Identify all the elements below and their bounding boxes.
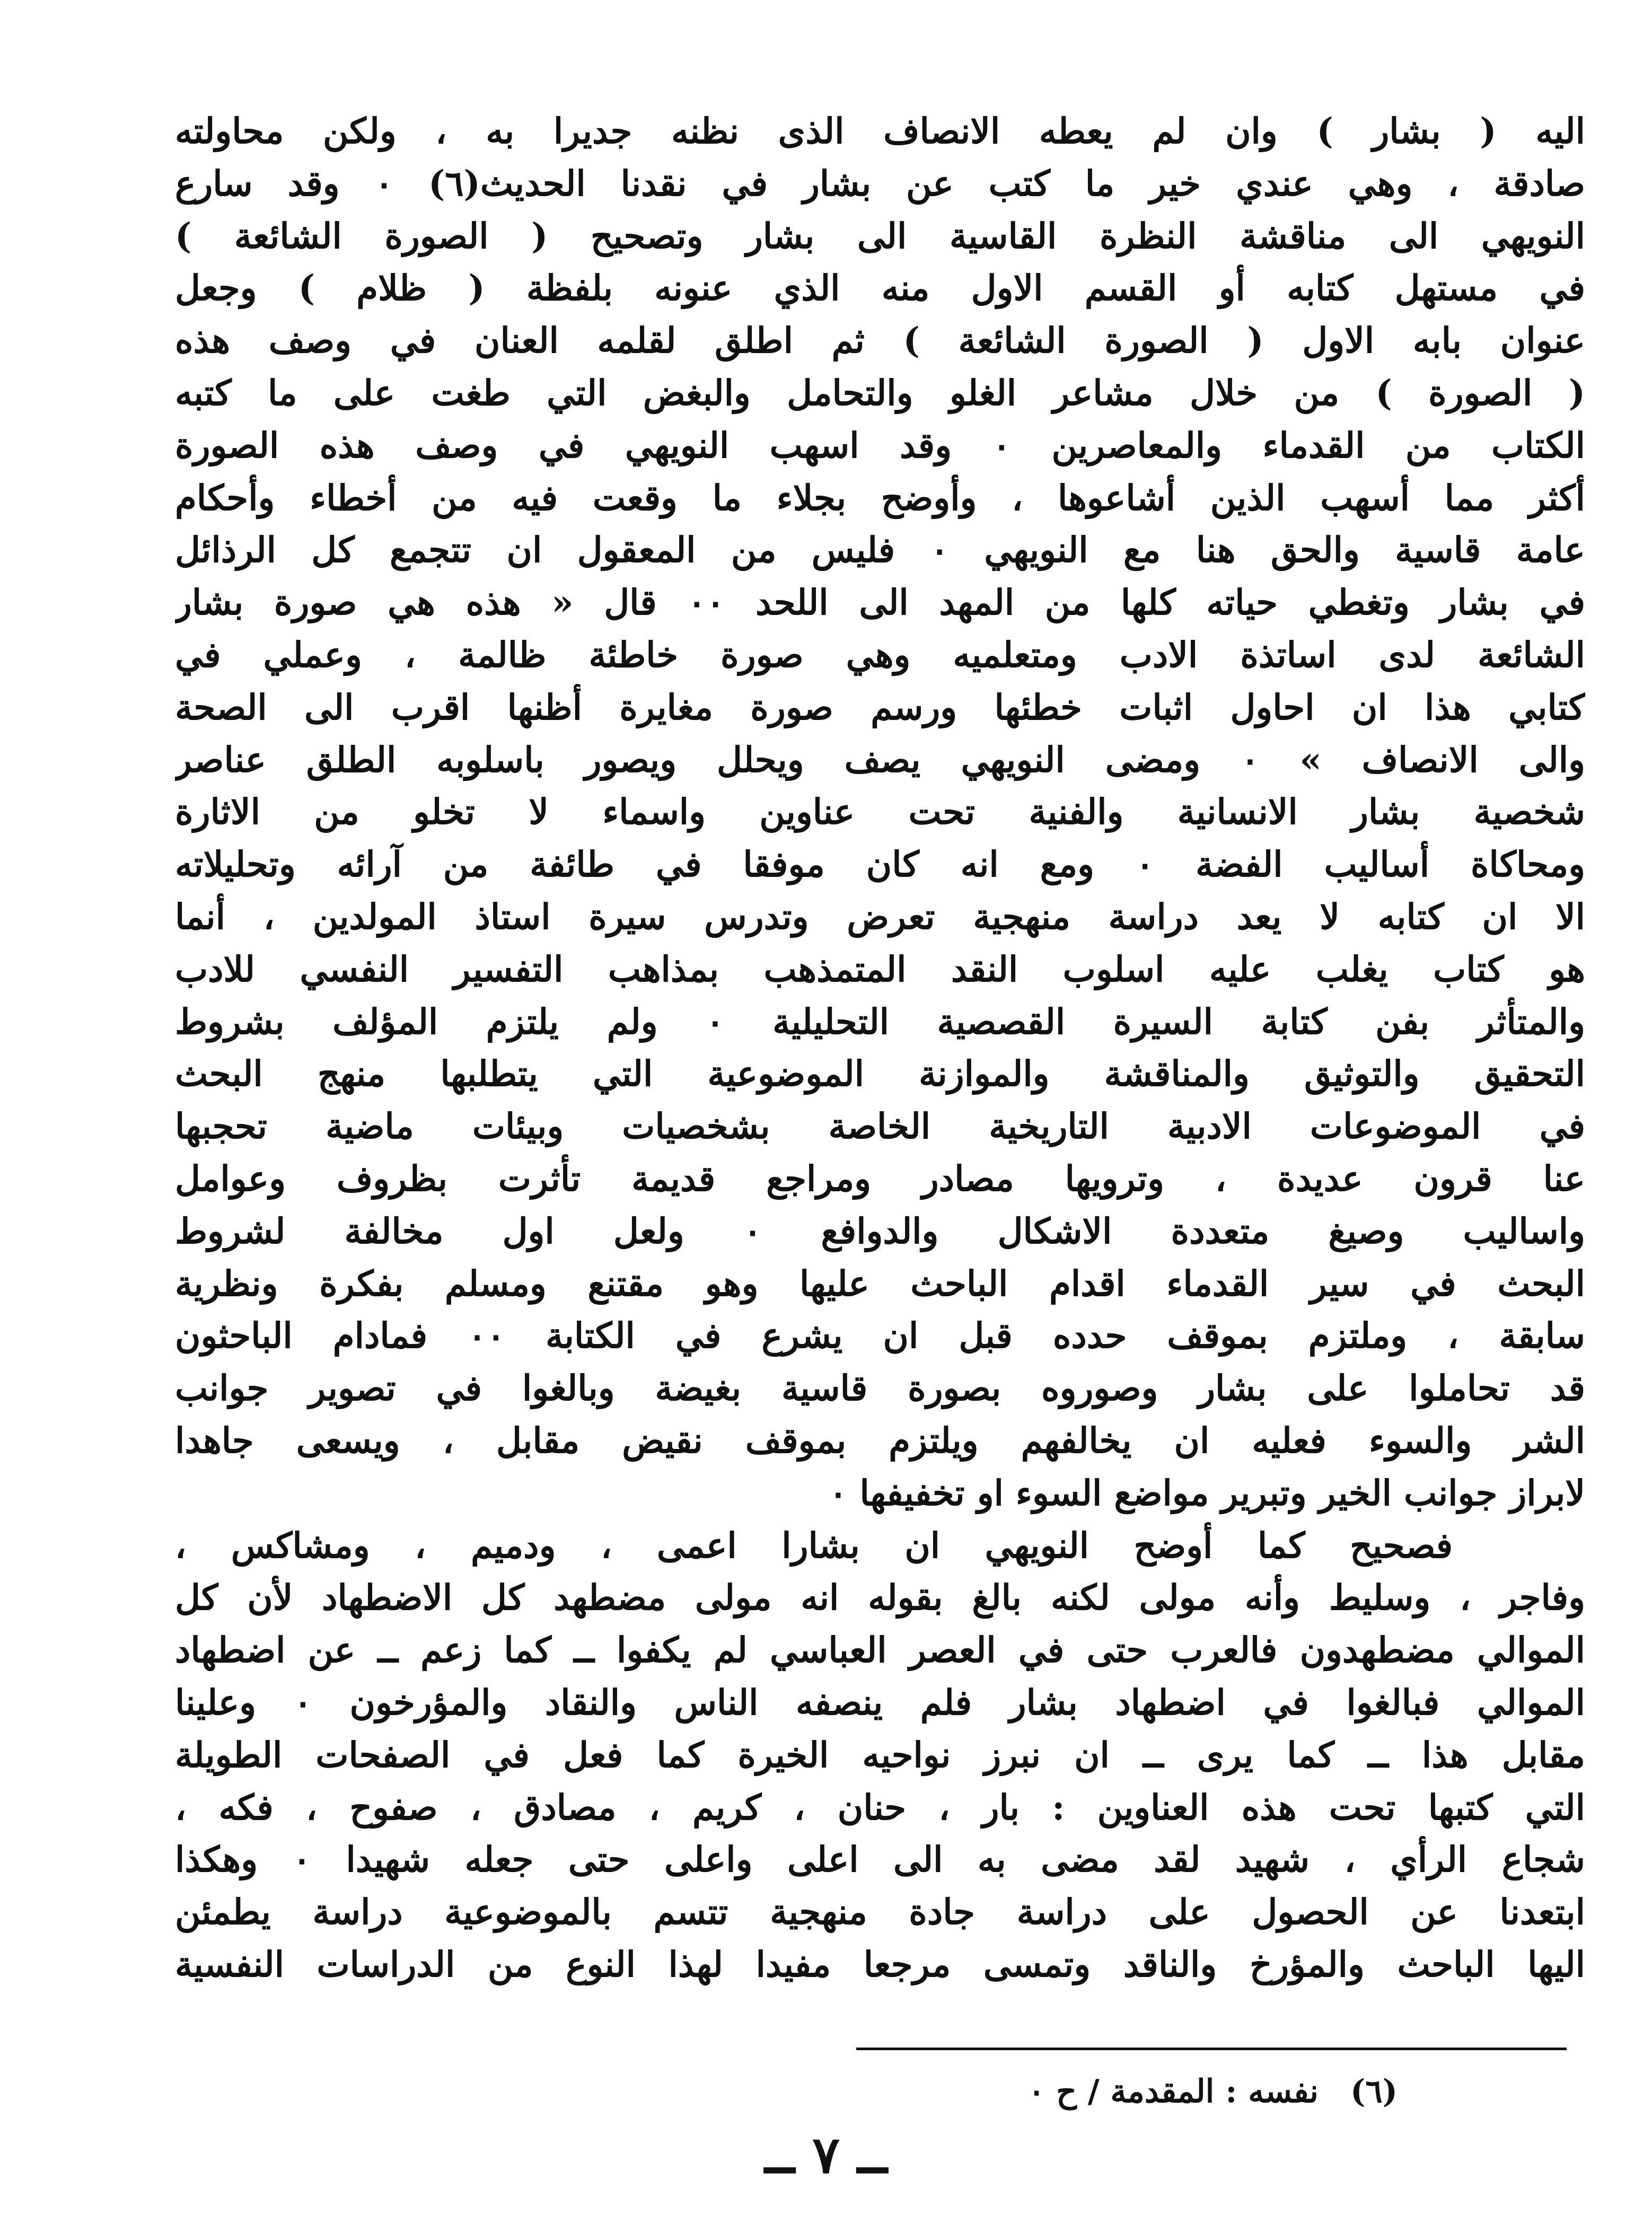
text-line: الشائعة لدى اساتذة الادب ومتعلميه وهي صورة خاطئة ظالمة ، وعملي في: [175, 634, 1585, 675]
footnote: [1028, 2070, 1398, 2113]
text-line: الموالي فبالغوا في اضطهاد بشار فلم ينصفه الناس والنقاد والمؤرخون ٠ وعلينا: [175, 1681, 1585, 1723]
text-line: صادقة ، وهي عندي خير ما كتب عن بشار في نقدنا الحديث(٦) ٠ وقد سارع: [175, 162, 1585, 204]
text-line: عنوان بابه الاول ( الصورة الشائعة ) ثم اطلق لقلمه العنان في وصف هذه: [175, 320, 1585, 362]
body-text: [175, 105, 1585, 1991]
text-line: التحقيق والتوثيق والمناقشة والموازنة الموضوعية التي يتطلبها منهج البحث: [175, 1053, 1585, 1095]
text-line: الكتاب من القدماء والمعاصرين ٠ وقد اسهب النويهي في وصف هذه الصورة: [175, 424, 1585, 466]
text-line: والمتأثر بفن كتابة السيرة القصصية التحليلية ٠ ولم يلتزم المؤلف بشروط: [175, 1000, 1585, 1042]
text-line: اليه ( بشار ) وان لم يعطه الانصاف الذى نظنه جديرا به ، ولكن محاولته: [175, 110, 1585, 152]
text-line: ومحاكاة أساليب الفضة ٠ ومع انه كان موفقا في طائفة من آرائه وتحليلاته: [175, 844, 1585, 885]
text-line: كتابي هذا ان احاول اثبات خطئها ورسم صورة مغايرة أظنها اقرب الى الصحة: [175, 686, 1585, 728]
text-line: عامة قاسية والحق هنا مع النويهي ٠ فليس من المعقول ان تتجمع كل الرذائل: [175, 529, 1585, 571]
text-line: قد تحاملوا على بشار وصوروه بصورة قاسية بغيضة وبالغوا في تصوير جوانب: [175, 1367, 1585, 1409]
paragraph-end-line: لابراز جوانب الخير وتبرير مواضع السوء او تخفيفها ٠: [829, 1472, 1585, 1514]
page-number: ــ ٧ ــ: [765, 2125, 887, 2185]
text-line: شجاع الرأي ، شهيد لقد مضى به الى اعلى واعلى حتى جعله شهيدا ٠ وهكذا: [175, 1839, 1585, 1881]
text-line: الشر والسوء فعليه ان يخالفهم ويلتزم بموقف نقيض مقابل ، ويسعى جاهدا: [175, 1419, 1585, 1461]
text-line: اليها الباحث والمؤرخ والناقد وتمسى مرجعا مفيدا لهذا النوع من الدراسات النفسية: [175, 1943, 1585, 1985]
footnote-text: نفسه : المقدمة / ح ٠: [1027, 2073, 1319, 2110]
text-line: النويهي الى مناقشة النظرة القاسية الى بشار وتصحيح ( الصورة الشائعة ): [175, 215, 1585, 257]
text-line: أكثر مما أسهب الذين أشاعوها ، وأوضح بجلاء ما وقعت فيه من أخطاء وأحكام: [175, 477, 1585, 519]
text-line: البحث في سير القدماء اقدام الباحث عليها وهو مقتنع ومسلم بفكرة ونظرية: [175, 1262, 1585, 1304]
text-line: والى الانصاف » ٠ ومضى النويهي يصف ويحلل ويصور باسلوبه الطلق عناصر: [175, 739, 1585, 780]
text-line: سابقة ، وملتزم بموقف حدده قبل ان يشرع في الكتابة ٠٠ فمادام الباحثون: [175, 1315, 1585, 1357]
text-line: التي كتبها تحت هذه العناوين : بار ، حنان ، كريم ، مصادق ، صفوح ، فكه ،: [175, 1786, 1585, 1828]
footnote-number: (٦): [1350, 2073, 1398, 2110]
text-line: شخصية بشار الانسانية والفنية تحت عناوين واسماء لا تخلو من الاثارة: [175, 791, 1585, 833]
text-line: مقابل هذا ــ كما يرى ــ ان نبرز نواحيه الخيرة كما فعل في الصفحات الطويلة: [175, 1734, 1585, 1776]
text-line: ( الصورة ) من خلال مشاعر الغلو والتحامل والبغض التي طغت على ما كتبه: [175, 372, 1585, 414]
text-line: وفاجر ، وسليط وأنه مولى لكنه بالغ بقوله انه مولى مضطهد كل الاضطهاد لأن كل: [175, 1577, 1585, 1619]
paragraph-start-line: فصحيح كما أوضح النويهي ان بشارا اعمى ، ودميم ، ومشاكس ،: [175, 1524, 1453, 1566]
text-line: في الموضوعات الادبية التاريخية الخاصة بشخصيات وبيئات ماضية تحجبها: [175, 1105, 1585, 1147]
text-line: واساليب وصيغ متعددة الاشكال والدوافع ٠ ولعل اول مخالفة لشروط: [175, 1210, 1585, 1252]
text-line: ابتعدنا عن الحصول على دراسة جادة منهجية تتسم بالموضوعية دراسة يطمئن: [175, 1891, 1585, 1933]
text-line: الا ان كتابه لا يعد دراسة منهجية تعرض وتدرس سيرة استاذ المولدين ، أنما: [175, 895, 1585, 937]
footnote-divider: [856, 2048, 1567, 2050]
text-line: هو كتاب يغلب عليه اسلوب النقد المتمذهب بمذاهب التفسير النفسي للادب: [175, 948, 1585, 990]
text-line: في مستهل كتابه أو القسم الاول منه الذي عنونه بلفظة ( ظلام ) وجعل: [175, 267, 1585, 309]
text-line: عنا قرون عديدة ، وترويها مصادر ومراجع قديمة تأثرت بظروف وعوامل: [175, 1157, 1585, 1199]
text-line: الموالي مضطهدون فالعرب حتى في العصر العباسي لم يكفوا ــ كما زعم ــ عن اضطهاد: [175, 1629, 1585, 1671]
text-line: في بشار وتغطي حياته كلها من المهد الى اللحد ٠٠ قال « هذه هي صورة بشار: [175, 582, 1585, 623]
